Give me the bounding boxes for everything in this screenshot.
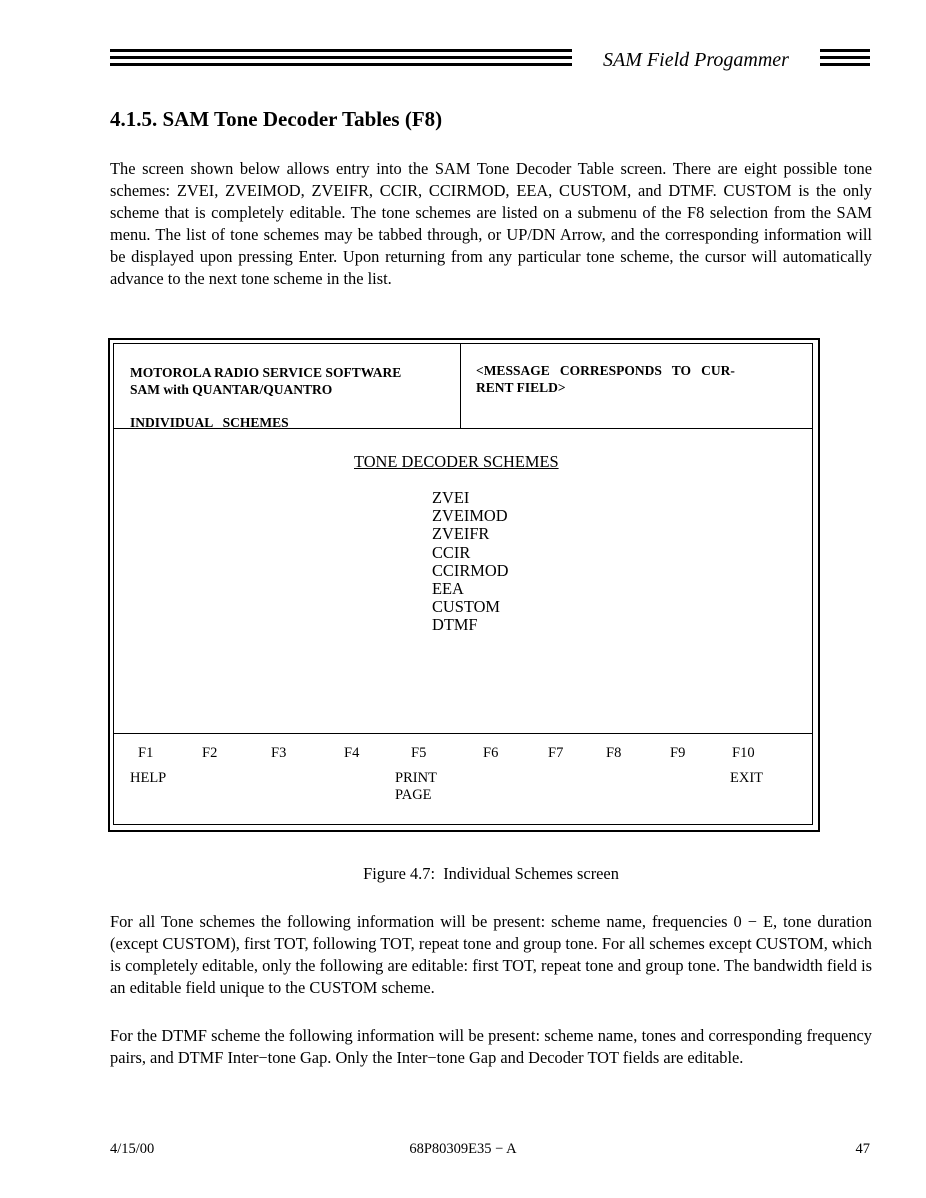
print-key-label-line2: PAGE xyxy=(395,787,432,803)
function-key-f10[interactable]: F10 xyxy=(732,745,755,761)
scheme-item-ccirmod[interactable]: CCIRMOD xyxy=(432,560,509,580)
scheme-item-custom[interactable]: CUSTOM xyxy=(432,597,501,617)
function-key-f7[interactable]: F7 xyxy=(548,745,564,761)
exit-key-label: EXIT xyxy=(730,770,764,786)
list-heading: TONE DECODER SCHEMES xyxy=(354,452,559,471)
figure-caption: Figure 4.7: Individual Schemes screen xyxy=(363,864,619,883)
screen-name: INDIVIDUAL SCHEMES xyxy=(130,415,289,430)
function-key-f6[interactable]: F6 xyxy=(483,745,499,761)
footer-date: 4/15/00 xyxy=(110,1141,155,1157)
screen-header-panel xyxy=(114,344,812,429)
intro-paragraph: The screen shown below allows entry into the SAM Tone Decoder Table screen. There are eight possible tone schemes: ZVEI, ZVEIMOD, ZVEIFR, CCIR, CCIRMOD, EEA, CUSTOM, and DTMF. CUSTOM is the only scheme that is completely editable. The tone schemes are listed on a submenu of the F8 selection from the SAM menu. The list of tone schemes may be tabbed through, or UP/DN Arrow, and the corresponding information will be displayed upon pressing Enter. Upon returning from any particular tone scheme, the cursor will automatically advance to the next tone scheme in the list. xyxy=(110,159,872,288)
scheme-item-zveimod[interactable]: ZVEIMOD xyxy=(432,506,508,526)
running-title: SAM Field Progammer xyxy=(603,49,789,71)
section-heading: 4.1.5. SAM Tone Decoder Tables (F8) xyxy=(110,107,443,131)
message-line-2: RENT FIELD> xyxy=(476,380,566,395)
app-subtitle: SAM with QUANTAR/QUANTRO xyxy=(130,382,333,397)
screen-figure xyxy=(108,338,820,832)
scheme-item-ccir[interactable]: CCIR xyxy=(432,542,471,562)
message-line-1: <MESSAGE CORRESPONDS TO CUR- xyxy=(476,363,735,378)
footer-doc-number: 68P80309E35 − A xyxy=(409,1141,517,1157)
function-key-f4[interactable]: F4 xyxy=(344,745,360,761)
app-title: MOTOROLA RADIO SERVICE SOFTWARE xyxy=(130,365,402,380)
header-rule-right xyxy=(820,47,870,69)
function-key-f1[interactable]: F1 xyxy=(138,745,154,761)
scheme-item-zveifr[interactable]: ZVEIFR xyxy=(432,524,490,544)
help-key-label: HELP xyxy=(130,770,167,786)
scheme-item-zvei[interactable]: ZVEI xyxy=(432,488,470,507)
scheme-panel xyxy=(114,429,812,734)
header-rule-left xyxy=(110,47,572,69)
tone-info-paragraph: For all Tone schemes the following information will be present: scheme name, frequencies 0 − E, tone duration (except CUSTOM), first TOT, following TOT, repeat tone and group tone. For all schemes except CUSTOM, which is completely editable, only the following are editable: first TOT, repeat tone and group tone. The bandwidth field is an editable field unique to the CUSTOM scheme. xyxy=(110,912,872,997)
function-key-f2[interactable]: F2 xyxy=(202,745,218,761)
print-key-label-line1: PRINT xyxy=(395,770,437,786)
function-key-f9[interactable]: F9 xyxy=(670,745,686,761)
dtmf-info-paragraph: For the DTMF scheme the following information will be present: scheme name, tones and corresponding frequency pairs, and DTMF Inter−tone Gap. Only the Inter−tone Gap and Decoder TOT fields are editable. xyxy=(110,1026,872,1067)
scheme-item-dtmf[interactable]: DTMF xyxy=(432,615,478,635)
screen-frame xyxy=(113,343,813,825)
function-key-f3[interactable]: F3 xyxy=(271,745,287,761)
footer-page-number: 47 xyxy=(855,1141,870,1157)
function-key-f8[interactable]: F8 xyxy=(606,745,622,761)
function-key-f5[interactable]: F5 xyxy=(411,745,427,761)
scheme-item-eea[interactable]: EEA xyxy=(432,579,464,599)
header-divider xyxy=(460,344,461,428)
scheme-list xyxy=(432,489,509,635)
